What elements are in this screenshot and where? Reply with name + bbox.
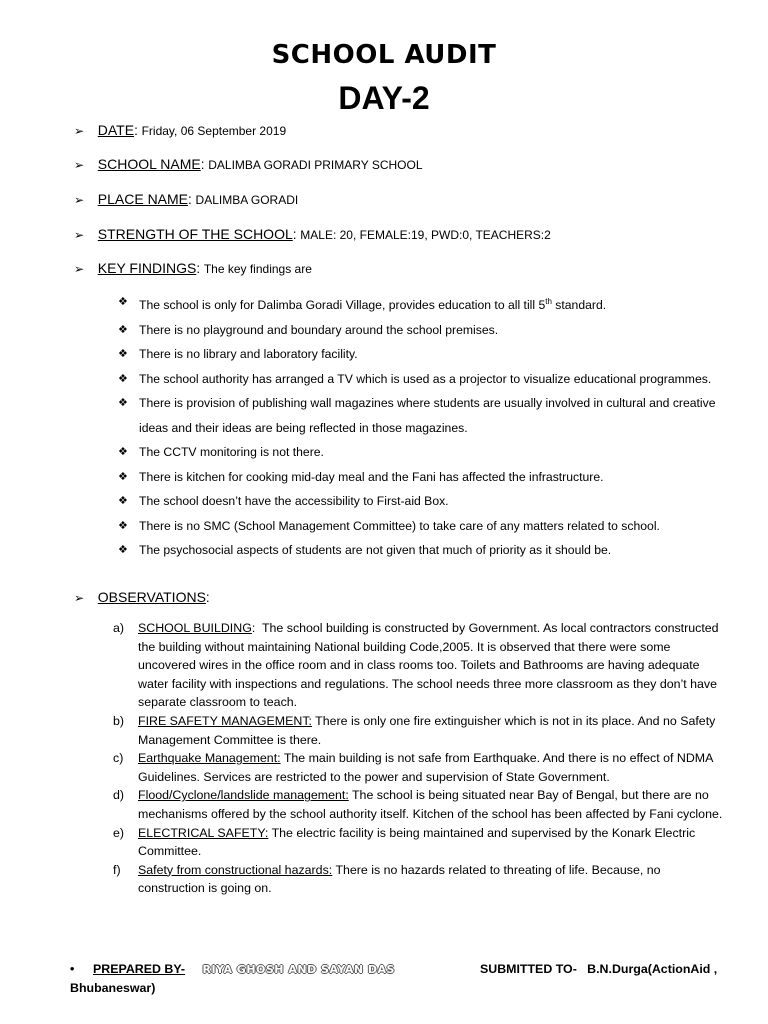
diamond-bullet-icon: ❖ (118, 519, 128, 532)
diamond-bullet-icon: ❖ (118, 544, 128, 557)
observations-label: OBSERVATIONS (97, 589, 206, 605)
observations-row: ➢ OBSERVATIONS: (74, 589, 210, 605)
list-item: ❖ The school doesn’t have the accessibility to First-aid Box. (118, 489, 738, 514)
date-label: DATE (97, 122, 135, 138)
diamond-bullet-icon: ❖ (118, 397, 128, 410)
list-item: b) FIRE SAFETY MANAGEMENT: There is only one fire extinguisher which is not in its place. And no Safety Management Committee is there. (113, 713, 716, 747)
diamond-bullet-icon: ❖ (118, 296, 128, 308)
document-title: SCHOOL AUDIT (271, 40, 497, 70)
school-name-row: ➢ SCHOOL NAME: DALIMBA GORADI PRIMARY SCHOOL (74, 156, 423, 172)
date-row: ➢ DATE: Friday, 06 September 2019 (74, 122, 287, 138)
list-item: ❖ There is no library and laboratory facility. (118, 342, 738, 367)
list-item: f) Safety from constructional hazards: There is no hazards related to threating of life. Because, no construction is going on. (113, 862, 661, 896)
key-findings-label: KEY FINDINGS (97, 260, 197, 276)
list-item: ❖ The psychosocial aspects of students are not given that much of priority as it should be. (118, 538, 738, 563)
date-value: Friday, 06 September 2019 (141, 124, 287, 138)
place-name-value: DALIMBA GORADI (195, 193, 299, 207)
strength-label: STRENGTH OF THE SCHOOL (97, 226, 293, 242)
list-item: ❖ There is no playground and boundary around the school premises. (118, 318, 738, 343)
list-item: c) Earthquake Management: The main building is not safe from Earthquake. And there is no effect of NDMA Guidelines. Services are restricted to the power and supervision of State Government. (113, 751, 713, 784)
list-item: ❖ The school authority has arranged a TV which is used as a projector to visualize educational programmes. (118, 367, 738, 392)
diamond-bullet-icon: ❖ (118, 495, 128, 508)
list-item: ❖ There is provision of publishing wall magazines where students are usually involved in cultural and creative ideas and their ideas are being reflected in those magazines. (118, 391, 738, 440)
key-findings-intro: The key findings are (203, 262, 312, 276)
arrow-bullet-icon: ➢ (74, 193, 85, 207)
arrow-bullet-icon: ➢ (74, 158, 85, 172)
list-item: ❖ The CCTV monitoring is not there. (118, 440, 738, 465)
diamond-bullet-icon: ❖ (118, 372, 128, 385)
prepared-by-label: PREPARED BY- (93, 962, 186, 976)
place-name-label: PLACE NAME (97, 191, 189, 207)
diamond-bullet-icon: ❖ (118, 323, 128, 336)
observations-list (113, 619, 725, 898)
document-subtitle: DAY-2 (338, 80, 430, 116)
list-item: ❖ There is kitchen for cooking mid-day meal and the Fani has affected the infrastructure. (118, 465, 738, 490)
submitted-to: SUBMITTED TO- B.N.Durga(ActionAid , (480, 962, 718, 976)
school-name-value: DALIMBA GORADI PRIMARY SCHOOL (208, 158, 423, 172)
arrow-bullet-icon: ➢ (74, 228, 85, 242)
school-name-label: SCHOOL NAME (97, 156, 201, 172)
list-item: ❖ The school is only for Dalimba Goradi Village, provides education to all till 5th standard. (118, 290, 738, 318)
list-item: ❖ There is no SMC (School Management Committee) to take care of any matters related to school. (118, 514, 738, 539)
diamond-bullet-icon: ❖ (118, 446, 128, 459)
prepared-by-names: RIYA GHOSH AND SAYAN DAS (202, 963, 395, 976)
arrow-bullet-icon: ➢ (74, 124, 85, 138)
list-item: d) Flood/Cyclone/landslide management: The school is being situated near Bay of Bengal, but there are no mechanisms offered by the school authority itself. Kitchen of the school has been affected by Fani cyclone. (113, 788, 723, 821)
arrow-bullet-icon: ➢ (74, 591, 85, 605)
strength-row: ➢ STRENGTH OF THE SCHOOL: MALE: 20, FEMALE:19, PWD:0, TEACHERS:2 (74, 226, 551, 242)
diamond-bullet-icon: ❖ (118, 348, 128, 361)
submitted-to-continued: Bhubaneswar) (70, 981, 156, 995)
arrow-bullet-icon: ➢ (74, 262, 85, 276)
bullet-icon: • (70, 962, 75, 976)
key-findings-list (118, 290, 738, 563)
list-item: a) SCHOOL BUILDING: The school building is constructed by Government. As local contractors constructed the building without maintaining National building Code,2005. It is observed that there were some uncovered wires in the office room and in class rooms too. Toilets and Bathrooms are having adequate water facility with inspections and regulations. The school needs three more classroom as they don’t have separate classroom to teach. (113, 621, 719, 710)
place-name-row: ➢ PLACE NAME: DALIMBA GORADI (74, 191, 299, 207)
diamond-bullet-icon: ❖ (118, 470, 128, 483)
key-findings-row: ➢ KEY FINDINGS: The key findings are (74, 260, 312, 276)
list-item: e) ELECTRICAL SAFETY: The electric facility is being maintained and supervised by the Konark Electric Committee. (113, 825, 696, 859)
footer (70, 960, 730, 997)
strength-value: MALE: 20, FEMALE:19, PWD:0, TEACHERS:2 (300, 228, 551, 242)
